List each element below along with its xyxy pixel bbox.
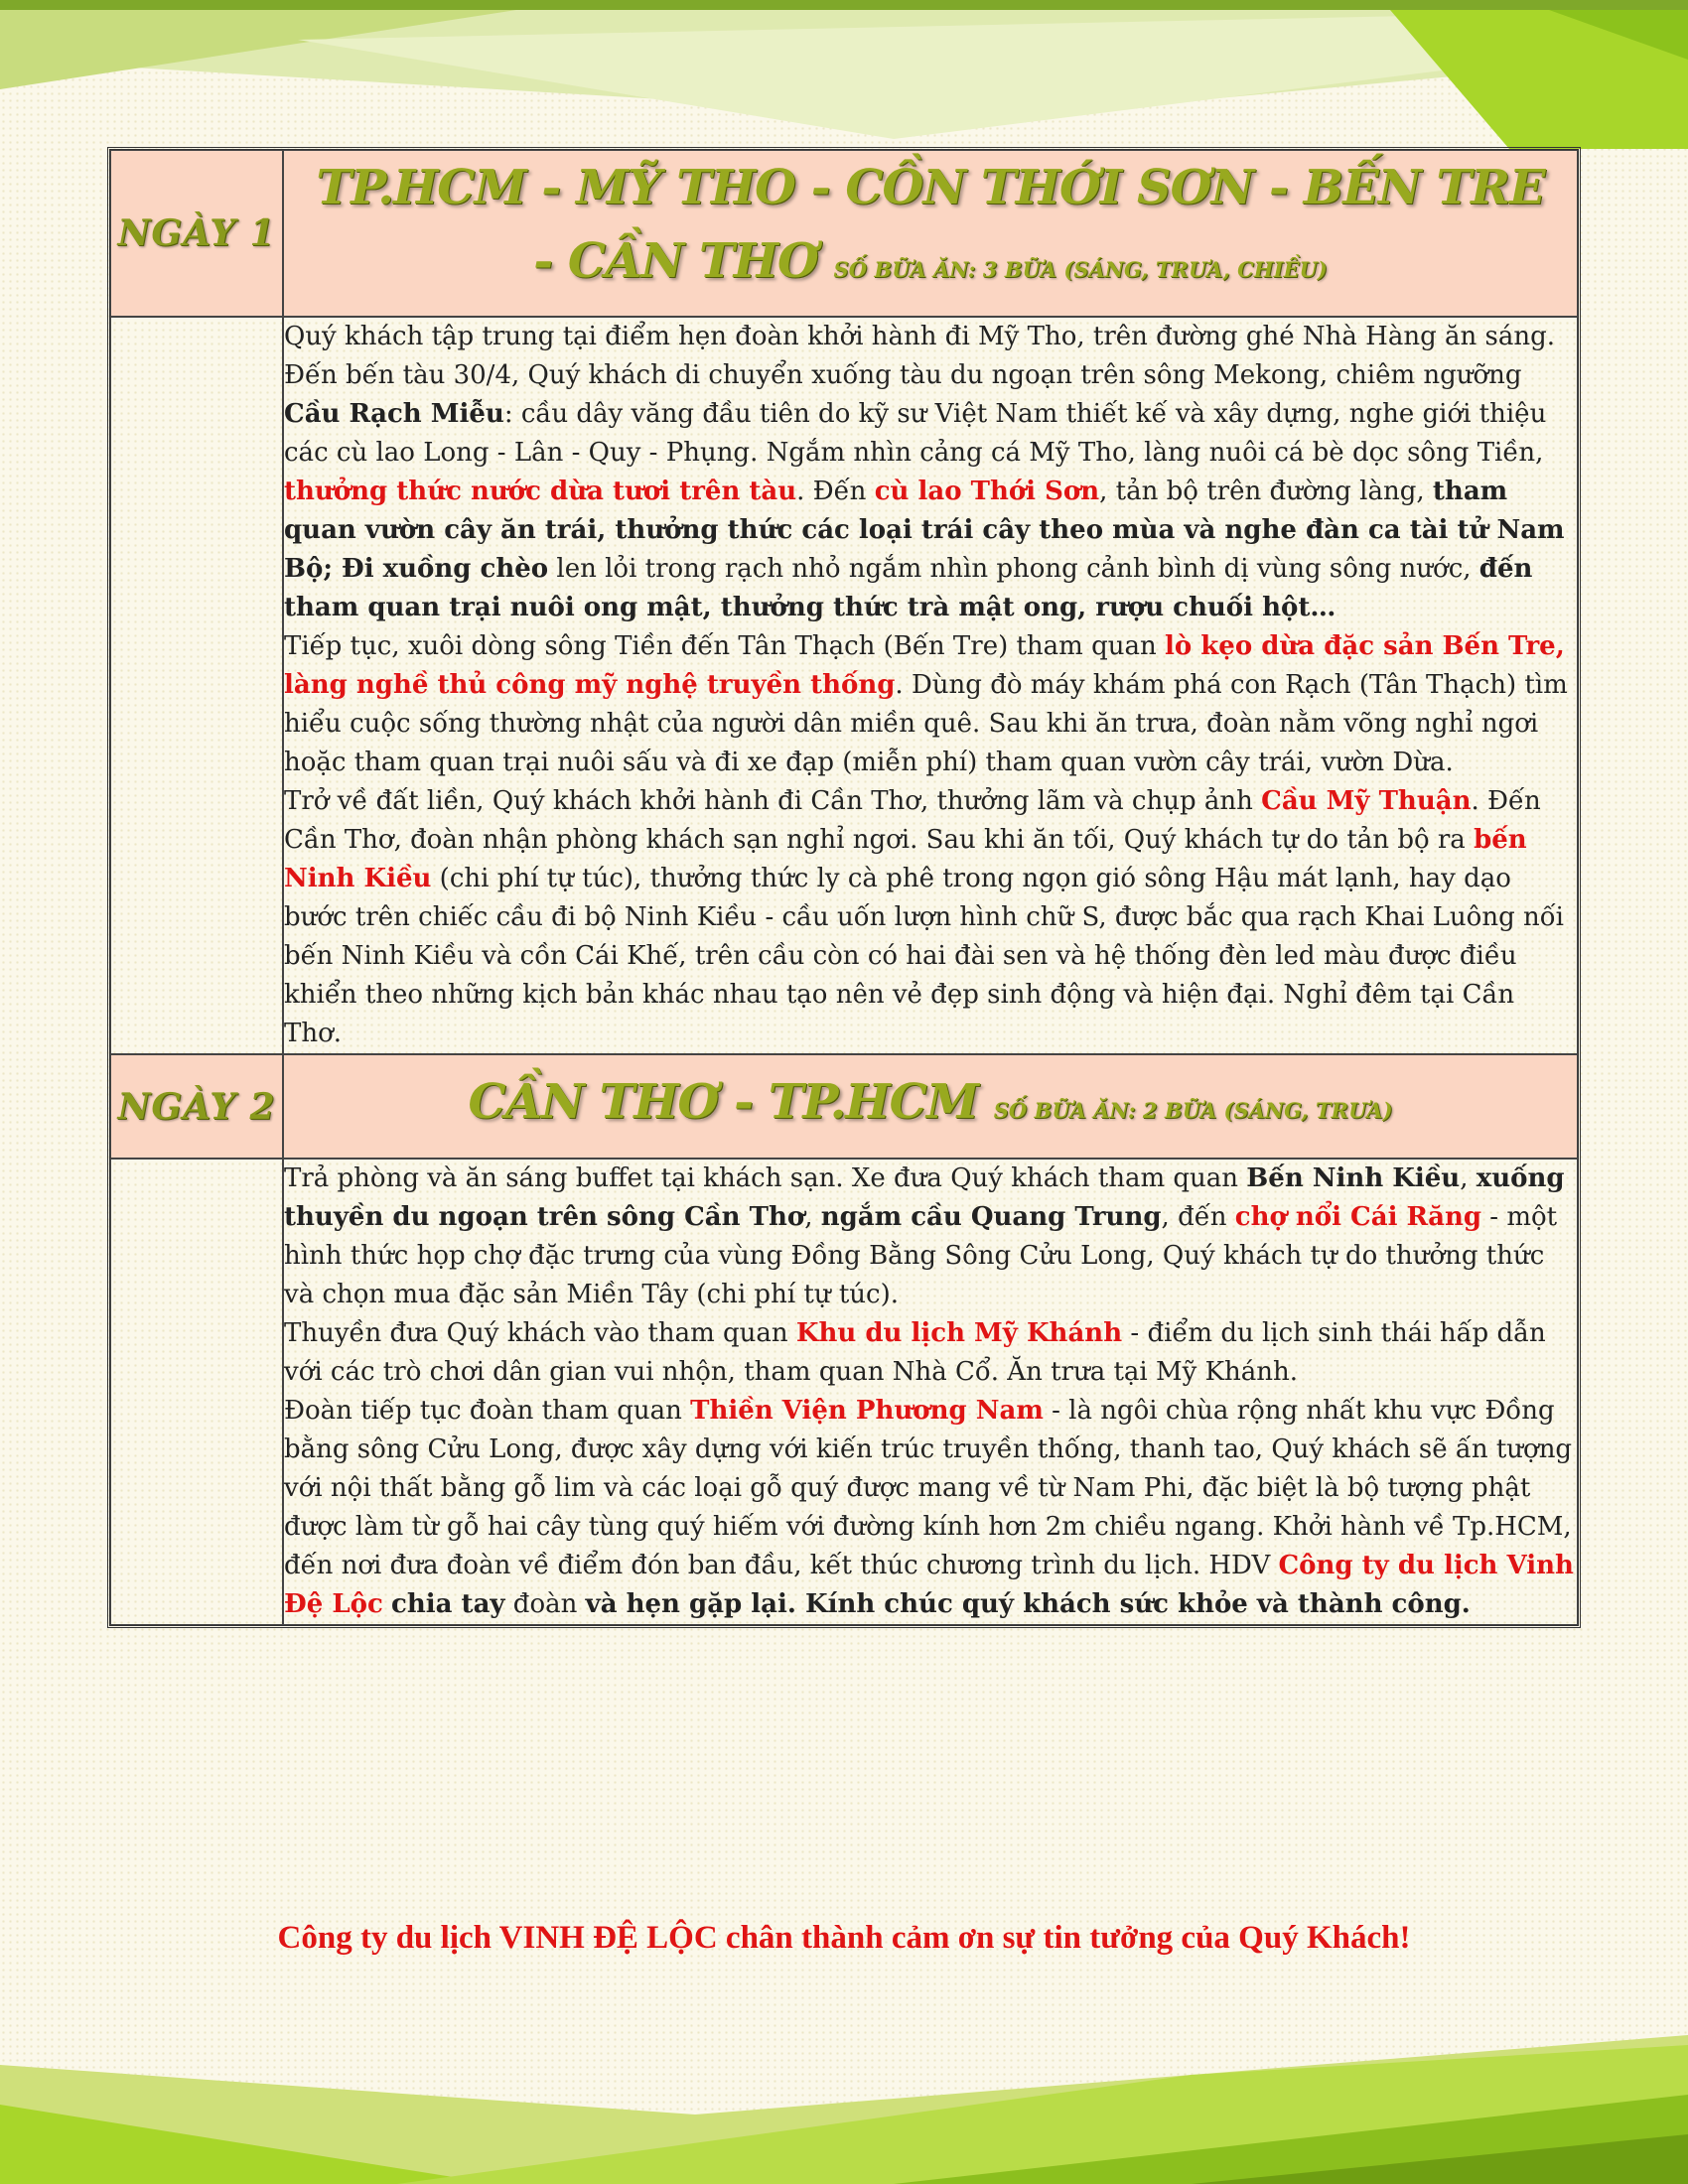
body-text: , tản bộ trên đường làng,	[1099, 477, 1433, 506]
itinerary-table	[107, 147, 1581, 1628]
day1-paragraph-1	[284, 318, 1577, 627]
day2-paragraph-1	[284, 1160, 1577, 1314]
bold-text: đến tham quan trại nuôi ong mật, thưởng thức trà mật ong, rượu chuối hột…	[284, 554, 1533, 622]
day1-empty-cell	[110, 317, 283, 1054]
body-text: Trở về đất liền, Quý khách khởi hành đi Cần Thơ, thưởng lãm và chụp ảnh	[284, 786, 1262, 816]
day1-content-row	[110, 317, 1578, 1054]
highlight-text: lò kẹo dừa đặc sản Bến Tre, làng nghề thủ công mỹ nghệ truyền thống	[284, 631, 1565, 700]
bold-text: ngắm cầu Quang Trung	[820, 1202, 1162, 1232]
body-text	[383, 1589, 391, 1619]
day2-header-row	[110, 1054, 1578, 1159]
highlight-text: Công ty du lịch Vinh Đệ Lộc	[284, 1551, 1574, 1619]
highlight-text: bến Ninh Kiều	[284, 825, 1527, 893]
body-text: Quý khách tập trung tại điểm hẹn đoàn khởi hành đi Mỹ Tho, trên đường ghé Nhà Hàng ăn sáng. Đến bến tàu 30/4, Quý khách di chuyển xuống tàu du ngoạn trên sông Mekong, chiêm ngưỡng	[284, 322, 1555, 390]
day1-label-cell	[110, 150, 283, 317]
day1-route-title	[284, 151, 1577, 307]
highlight-text: chợ nổi Cái Răng	[1234, 1202, 1482, 1232]
day2-route-title	[284, 1065, 1577, 1148]
top-green-banner	[0, 0, 1688, 159]
bold-text: Cầu Rạch Miễu	[284, 399, 504, 429]
highlight-text: Cầu Mỹ Thuận	[1261, 786, 1472, 816]
day2-label-cell	[110, 1054, 283, 1159]
body-text: đoàn	[504, 1589, 586, 1619]
day1-content	[283, 317, 1578, 1054]
body-text: . Dùng đò máy khám phá con Rạch (Tân Thạch) tìm hiểu cuộc sống thường nhật của người dân miền quê. Sau khi ăn trưa, đoàn nằm võng nghỉ ngơi hoặc tham quan trại nuôi sấu và đi xe đạp (miễn phí) tham quan vườn cây trái, vườn Dừa.	[284, 670, 1568, 777]
day2-empty-cell	[110, 1159, 283, 1625]
day2-title-line1: CẦN THƠ - TP.HCM	[468, 1074, 978, 1130]
bold-text: chia tay	[391, 1589, 505, 1619]
body-text: Thuyền đưa Quý khách vào tham quan	[284, 1318, 796, 1348]
body-text: : cầu dây văng đầu tiên do kỹ sư Việt Nam thiết kế và xây dựng, nghe giới thiệu các cù lao Long - Lân - Quy - Phụng. Ngắm nhìn cảng cá Mỹ Tho, làng nuôi cá bè dọc sông Tiền,	[284, 399, 1547, 468]
day2-paragraph-2	[284, 1314, 1577, 1392]
body-text: Tiếp tục, xuôi dòng sông Tiền đến Tân Thạch (Bến Tre) tham quan	[284, 631, 1165, 661]
day1-paragraph-3	[284, 782, 1577, 1053]
highlight-text: Khu du lịch Mỹ Khánh	[795, 1318, 1123, 1348]
body-text: . Đến	[796, 477, 875, 506]
day1-title-line1: TP.HCM - MỸ THO - CỒN THỚI SƠN - BẾN TRE	[316, 160, 1545, 215]
body-text: - là ngôi chùa rộng nhất khu vực Đồng bằng sông Cửu Long, được xây dựng với kiến trúc truyền thống, thanh tao, Quý khách sẽ ấn tượng với nội thất bằng gỗ lim và các loại gỗ quý được mang về từ Nam Phi, đặc biệt là bộ tượng phật được làm từ gỗ hai cây tùng quý hiếm với đường kính hơn 2m chiều ngang. Khởi hành về Tp.HCM, đến nơi đưa đoàn về điểm đón ban đầu, kết thúc chương trình du lịch. HDV	[284, 1396, 1573, 1580]
body-text: . Đến Cần Thơ, đoàn nhận phòng khách sạn nghỉ ngơi. Sau khi ăn tối, Quý khách tự do tản bộ ra	[284, 786, 1541, 855]
day1-paragraph-2	[284, 627, 1577, 782]
day2-title-cell	[283, 1054, 1578, 1159]
day1-meals: SỐ BỮA ĂN: 3 BỮA (SÁNG, TRƯA, CHIỀU)	[833, 257, 1328, 282]
body-text: (chi phí tự túc), thưởng thức ly cà phê trong ngọn gió sông Hậu mát lạnh, hay dạo bước trên chiếc cầu đi bộ Ninh Kiều - cầu uốn lượn hình chữ S, được bắc qua rạch Khai Luông nối bến Ninh Kiều và cồn Cái Khế, trên cầu còn có hai đài sen và hệ thống đèn led màu được điều khiển theo những kịch bản khác nhau tạo nên vẻ đẹp sinh động và hiện đại. Nghỉ đêm tại Cần Thơ.	[284, 864, 1564, 1048]
day2-content	[283, 1159, 1578, 1625]
body-text: - một hình thức họp chợ đặc trưng của vùng Đồng Bằng Sông Cửu Long, Quý khách tự do thưởng thức và chọn mua đặc sản Miền Tây (chi phí tự túc).	[284, 1202, 1558, 1309]
body-text: Trả phòng và ăn sáng buffet tại khách sạn. Xe đưa Quý khách tham quan	[284, 1163, 1247, 1193]
body-text: ,	[804, 1202, 821, 1232]
day2-label: NGÀY 2	[117, 1085, 276, 1128]
bold-text: tham quan vườn cây ăn trái, thưởng thức các loại trái cây theo mùa và nghe đàn ca tài tử Nam Bộ; Đi xuồng chèo	[284, 477, 1565, 584]
highlight-text: thưởng thức nước dừa tươi trên tàu	[284, 477, 797, 506]
highlight-text: Thiền Viện Phương Nam	[690, 1396, 1044, 1426]
bold-text: Bến Ninh Kiều	[1246, 1163, 1461, 1193]
day2-meals: SỐ BỮA ĂN: 2 BỮA (SÁNG, TRƯA)	[993, 1098, 1393, 1123]
bottom-green-banner	[0, 1985, 1688, 2184]
bold-text: xuống thuyền du ngoạn trên sông Cần Thơ	[284, 1163, 1565, 1232]
day1-title-cell	[283, 150, 1578, 317]
day2-paragraph-3	[284, 1392, 1577, 1624]
body-text: - điểm du lịch sinh thái hấp dẫn với các trò chơi dân gian vui nhộn, tham quan Nhà Cổ. Ăn trưa tại Mỹ Khánh.	[284, 1318, 1546, 1387]
day2-content-row	[110, 1159, 1578, 1625]
day1-header-row	[110, 150, 1578, 317]
day1-title-line2: - CẦN THƠ	[533, 233, 818, 289]
closing-thanks: Công ty du lịch VINH ĐỆ LỘC chân thành cảm ơn sự tin tưởng của Quý Khách!	[277, 1920, 1411, 1956]
body-text: Đoàn tiếp tục đoàn tham quan	[284, 1396, 691, 1426]
body-text: ,	[1460, 1163, 1477, 1193]
body-text: len lỏi trong rạch nhỏ ngắm nhìn phong cảnh bình dị vùng sông nước,	[548, 554, 1479, 584]
body-text: , đến	[1161, 1202, 1235, 1232]
day1-label: NGÀY 1	[117, 212, 276, 254]
highlight-text: cù lao Thới Sơn	[874, 477, 1100, 506]
bold-text: và hẹn gặp lại. Kính chúc quý khách sức khỏe và thành công.	[585, 1589, 1471, 1619]
